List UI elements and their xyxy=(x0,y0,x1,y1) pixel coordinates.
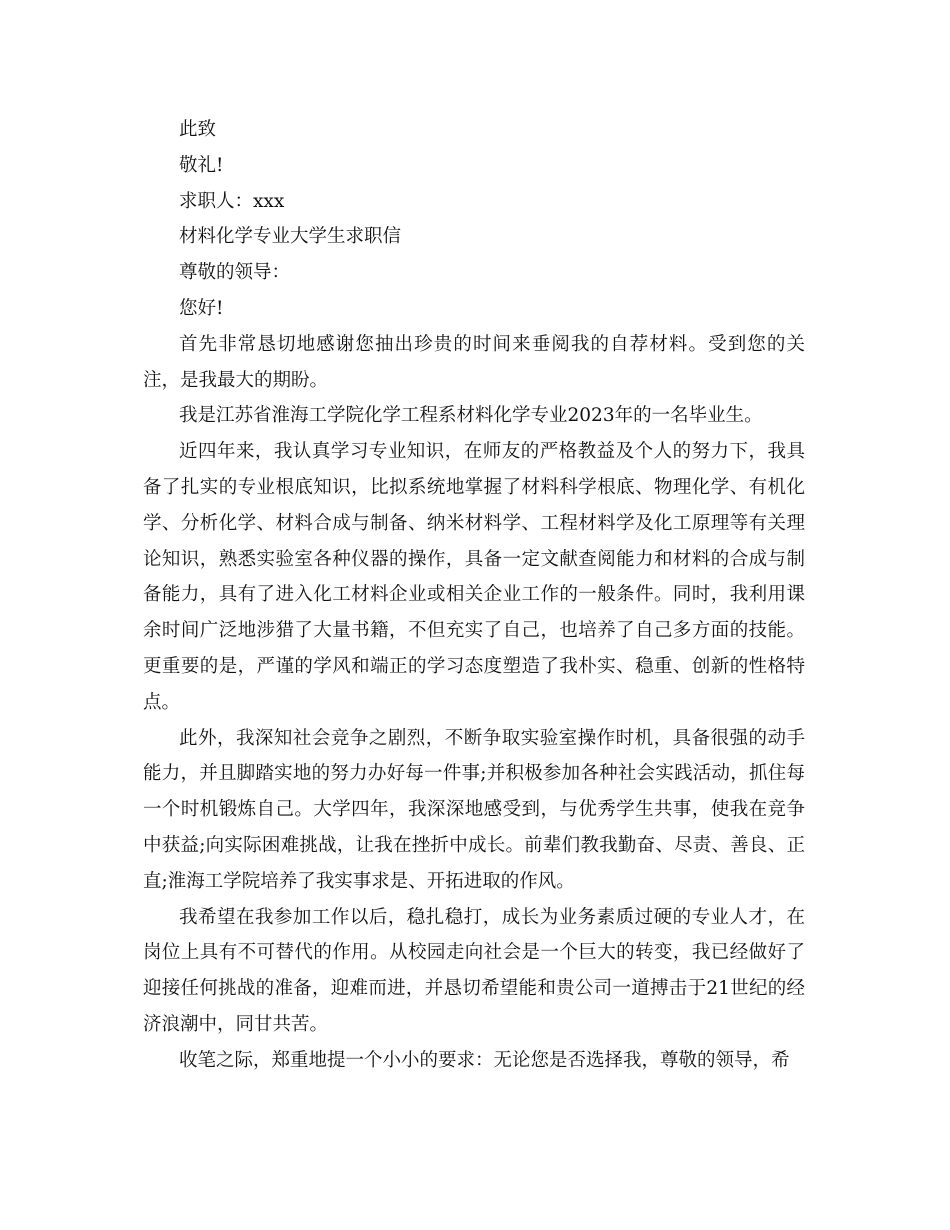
closing-regards: 敬礼! xyxy=(179,154,224,176)
signature-line: 求职人：xxx xyxy=(179,190,285,212)
paragraph-studies: 近四年来，我认真学习专业知识，在师友的严格教益及个人的努力下，我具备了扎实的专业根底知识，比拟系统地掌握了材料科学根底、物理化学、有机化学、分析化学、材料合成与制备、纳米材料学、工程材料学及化工原理等有关理论知识，熟悉实验室各种仪器的操作，具备一定文献查阅能力和材料的合成与制备能力，具有了进入化工材料企业或相关企业工作的一般条件。同时，我利用课余时间广泛地涉猎了大量书籍，不但充实了自己，也培养了自己多方面的技能。更重要的是，严谨的学风和端正的学习态度塑造了我朴实、稳重、创新的性格特点。 xyxy=(143,441,805,713)
paragraph-thanks: 首先非常恳切地感谢您抽出珍贵的时间来垂阅我的自荐材料。受到您的关注，是我最大的期盼。 xyxy=(143,333,805,391)
paragraph-practice: 此外，我深知社会竞争之剧烈，不断争取实验室操作时机，具备很强的动手能力，并且脚踏实地的努力办好每一件事;并积极参加各种社会实践活动，抓住每一个时机锻炼自己。大学四年，我深深地感受到，与优秀学生共事，使我在竞争中获益;向实际困难挑战，让我在挫折中成长。前辈们教我勤奋、尽责、善良、正直;淮海工学院培养了我实事求是、开拓进取的作风。 xyxy=(143,727,805,892)
paragraph-closing-request: 收笔之际，郑重地提一个小小的要求：无论您是否选择我，尊敬的领导，希 xyxy=(179,1049,790,1071)
salutation: 尊敬的领导： xyxy=(179,262,291,284)
greeting: 您好! xyxy=(179,297,224,319)
letter-body xyxy=(143,112,805,1079)
closing-line: 此致 xyxy=(179,119,217,140)
paragraph-aspiration: 我希望在我参加工作以后，稳扎稳打，成长为业务素质过硬的专业人才，在岗位上具有不可替代的作用。从校园走向社会是一个巨大的转变，我已经做好了迎接任何挑战的准备，迎难而进，并恳切希望能和贵公司一道搏击于21世纪的经济浪潮中，同甘共苦。 xyxy=(143,906,805,1035)
letter-title: 材料化学专业大学生求职信 xyxy=(179,226,402,248)
paragraph-introduction: 我是江苏省淮海工学院化学工程系材料化学专业2023年的一名毕业生。 xyxy=(179,405,763,427)
